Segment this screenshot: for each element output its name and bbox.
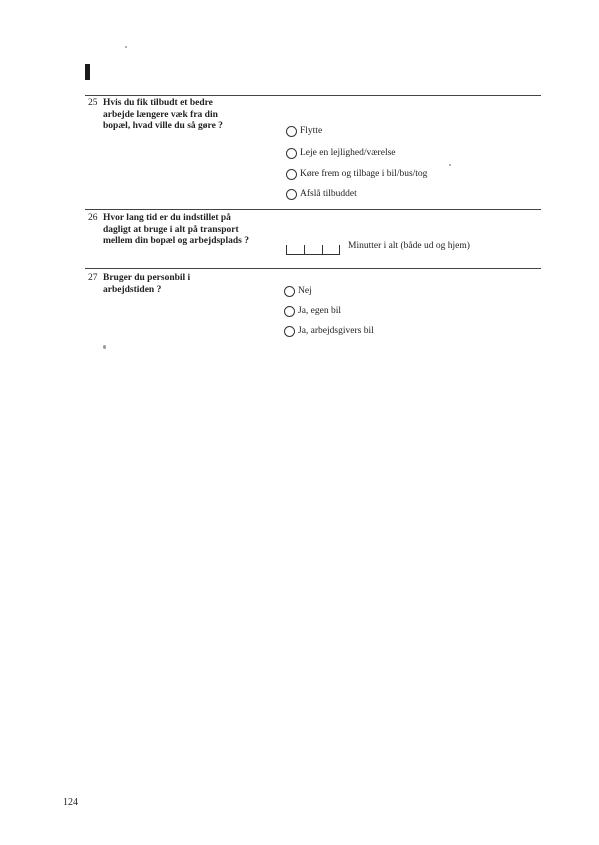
option-label: Ja, arbejdsgivers bil (298, 326, 374, 336)
minutes-unit-label: Minutter i alt (både ud og hjem) (348, 241, 470, 251)
option-flytte[interactable] (286, 125, 322, 137)
option-koere-frem-og-tilbage[interactable] (286, 168, 427, 180)
section-divider (85, 268, 541, 269)
option-label: Leje en lejlighed/værelse (300, 148, 396, 158)
radio-circle-icon[interactable] (284, 326, 295, 337)
option-afslaa-tilbuddet[interactable] (286, 188, 357, 200)
option-ja-arbejdsgivers-bil[interactable] (284, 325, 374, 337)
question-text-line: arbejdstiden ? (103, 284, 162, 295)
option-label: Nej (298, 286, 312, 296)
option-label: Afslå tilbuddet (300, 189, 357, 199)
question-text-line: mellem din bopæl og arbejdsplads ? (103, 236, 249, 246)
question-text-line: Hvor lang tid er du indstillet på (103, 213, 231, 223)
question-number: 26 (88, 213, 98, 223)
question-text-line: Hvis du fik tilbudt et bedre (103, 98, 213, 108)
radio-circle-icon[interactable] (284, 286, 295, 297)
scan-speck (125, 46, 127, 48)
scan-speck (103, 345, 106, 349)
radio-circle-icon[interactable] (286, 126, 297, 137)
scan-speck (449, 164, 451, 166)
option-label: Flytte (300, 126, 323, 136)
radio-circle-icon[interactable] (286, 189, 297, 200)
digit-separator (339, 245, 340, 254)
minutes-input-field[interactable] (286, 245, 340, 255)
question-text-line: dagligt at bruge i alt på transport (103, 224, 239, 235)
page-number: 124 (63, 797, 78, 808)
radio-circle-icon[interactable] (286, 169, 297, 180)
question-number: 25 (88, 98, 98, 108)
question-text-line: Bruger du personbil i (103, 273, 191, 283)
option-ja-egen-bil[interactable] (284, 305, 341, 317)
digit-separator (286, 245, 287, 254)
section-divider (85, 209, 541, 210)
question-25 (88, 98, 223, 133)
section-divider (85, 95, 541, 96)
option-label: Ja, egen bil (298, 306, 342, 316)
radio-circle-icon[interactable] (284, 306, 295, 317)
question-27 (88, 273, 190, 296)
question-text-line: arbejde længere væk fra din (103, 109, 218, 120)
digit-separator (322, 245, 323, 254)
option-nej[interactable] (284, 285, 312, 297)
question-text-line: bopæl, hvad ville du så gøre ? (103, 121, 223, 131)
digit-separator (304, 245, 305, 254)
option-leje-lejlighed[interactable] (286, 147, 396, 159)
option-label: Køre frem og tilbage i bil/bus/tog (300, 169, 428, 179)
radio-circle-icon[interactable] (286, 148, 297, 159)
question-26 (88, 213, 249, 248)
question-number: 27 (88, 273, 98, 283)
registration-mark (85, 64, 90, 80)
